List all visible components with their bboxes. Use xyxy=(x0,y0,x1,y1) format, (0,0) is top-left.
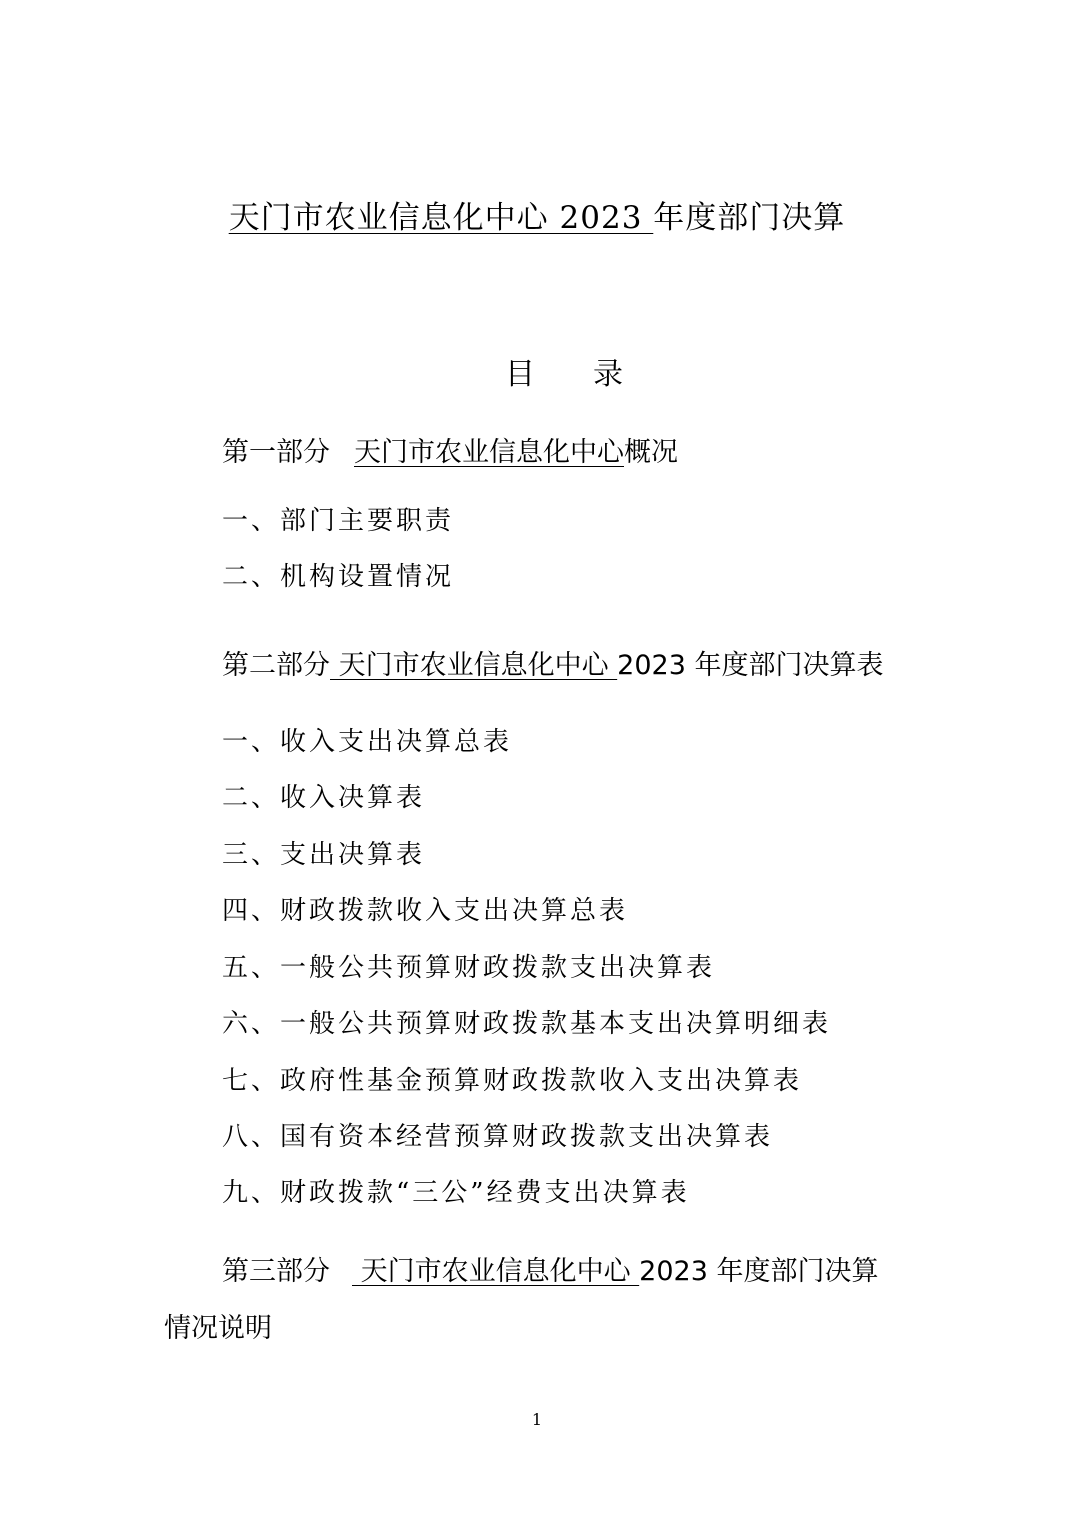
part3-heading-line2: 情况说明 xyxy=(164,1313,272,1344)
toc-heading xyxy=(505,349,623,393)
toc-heading-right: 录 xyxy=(593,357,623,392)
part1-suffix: 概况 xyxy=(624,437,678,468)
document-title-underlined: 天门市农业信息化中心 2023 xyxy=(228,200,654,236)
toc-item-part2-3: 三、支出决算表 xyxy=(222,840,426,870)
part3-org: 天门市农业信息化中心 xyxy=(352,1256,640,1287)
toc-item-part2-9: 九、财政拨款“三公”经费支出决算表 xyxy=(222,1178,690,1208)
part2-heading xyxy=(222,643,883,682)
document-title xyxy=(0,192,1074,237)
part2-suffix: 2023 年度部门决算表 xyxy=(617,650,884,681)
part1-heading xyxy=(222,430,678,469)
part1-org: 天门市农业信息化中心 xyxy=(354,437,624,468)
toc-item-part2-8: 八、国有资本经营预算财政拨款支出决算表 xyxy=(222,1122,774,1152)
toc-item-part2-2: 二、收入决算表 xyxy=(222,783,426,813)
part3-suffix: 2023 年度部门决算 xyxy=(639,1256,879,1287)
toc-item-part2-5: 五、一般公共预算财政拨款支出决算表 xyxy=(222,953,716,983)
toc-heading-left: 目 xyxy=(505,357,535,392)
part3-heading xyxy=(222,1249,878,1288)
toc-item-part1-2: 二、机构设置情况 xyxy=(222,562,455,592)
part1-label: 第一部分 xyxy=(222,437,330,468)
part2-label: 第二部分 xyxy=(222,650,330,681)
toc-item-part2-7: 七、政府性基金预算财政拨款收入支出决算表 xyxy=(222,1066,803,1096)
document-title-rest: 年度部门决算 xyxy=(653,200,846,236)
toc-item-part2-6: 六、一般公共预算财政拨款基本支出决算明细表 xyxy=(222,1009,832,1039)
toc-item-part2-4: 四、财政拨款收入支出决算总表 xyxy=(222,896,629,926)
part3-label: 第三部分 xyxy=(222,1256,330,1287)
part2-org: 天门市农业信息化中心 xyxy=(330,650,618,681)
toc-item-part2-1: 一、收入支出决算总表 xyxy=(222,727,513,757)
page-number: 1 xyxy=(531,1410,543,1429)
toc-item-part1-1: 一、部门主要职责 xyxy=(222,506,455,536)
